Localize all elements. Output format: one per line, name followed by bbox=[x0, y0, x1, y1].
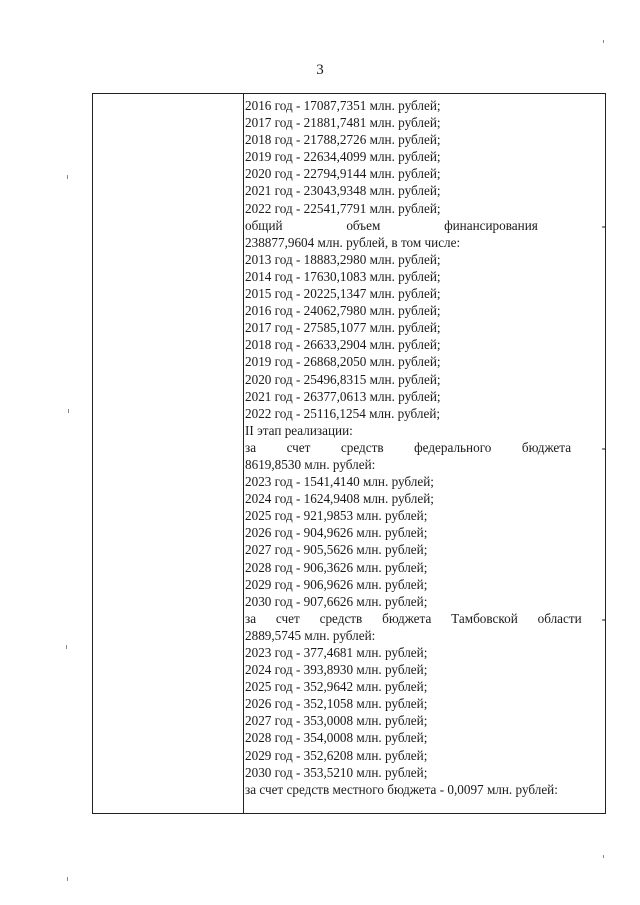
text-line: 2024 год - 393,8930 млн. рублей; bbox=[245, 662, 428, 678]
text-word: федерального bbox=[414, 439, 492, 455]
text-line: 2027 год - 905,5626 млн. рублей; bbox=[245, 542, 428, 558]
page-number: 3 bbox=[316, 62, 324, 78]
text-word: счет bbox=[275, 610, 300, 626]
text-line: 2016 год - 24062,7980 млн. рублей; bbox=[245, 303, 441, 319]
text-word: финансирования bbox=[444, 217, 538, 233]
text-line: 2019 год - 22634,4099 млн. рублей; bbox=[245, 149, 441, 165]
text-line: 2029 год - 906,9626 млн. рублей; bbox=[245, 576, 428, 592]
text-line: 2017 год - 21881,7481 млн. рублей; bbox=[245, 115, 441, 131]
text-line: 2024 год - 1624,9408 млн. рублей; bbox=[245, 491, 434, 507]
text-line: 2026 год - 904,9626 млн. рублей; bbox=[245, 525, 428, 541]
text-line-justified bbox=[245, 217, 606, 234]
text-word: области bbox=[537, 610, 582, 626]
text-line: 2022 год - 22541,7791 млн. рублей; bbox=[245, 200, 441, 216]
text-line: 2025 год - 352,9642 млн. рублей; bbox=[245, 679, 428, 695]
text-line: 2029 год - 352,6208 млн. рублей; bbox=[245, 747, 428, 763]
text-line: 2025 год - 921,9853 млн. рублей; bbox=[245, 508, 428, 524]
text-line: 2013 год - 18883,2980 млн. рублей; bbox=[245, 251, 441, 267]
text-line: 2028 год - 906,3626 млн. рублей; bbox=[245, 559, 428, 575]
column-divider bbox=[243, 94, 244, 813]
document-table bbox=[92, 93, 606, 814]
text-line: 2022 год - 25116,1254 млн. рублей; bbox=[245, 405, 441, 421]
text-line: 2016 год - 17087,7351 млн. рублей; bbox=[245, 98, 441, 113]
text-line: 2028 год - 354,0008 млн. рублей; bbox=[245, 730, 428, 746]
text-line: 2027 год - 353,0008 млн. рублей; bbox=[245, 713, 428, 729]
text-line: 2014 год - 17630,1083 млн. рублей; bbox=[245, 268, 441, 284]
text-word: за bbox=[245, 439, 257, 455]
text-line: 2020 год - 25496,8315 млн. рублей; bbox=[245, 371, 441, 387]
text-line: 2023 год - 1541,4140 млн. рублей; bbox=[245, 474, 434, 490]
text-line: 2019 год - 26868,2050 млн. рублей; bbox=[245, 354, 441, 370]
text-line: 2030 год - 907,6626 млн. рублей; bbox=[245, 593, 428, 609]
text-word: средств bbox=[340, 439, 384, 455]
text-line: 8619,8530 млн. рублей: bbox=[245, 456, 376, 472]
text-line: 2015 год - 20225,1347 млн. рублей; bbox=[245, 286, 441, 302]
text-word: за bbox=[245, 610, 257, 626]
scan-speck bbox=[603, 40, 604, 43]
funding-details-cell bbox=[245, 97, 606, 798]
text-line: 2889,5745 млн. рублей: bbox=[245, 627, 376, 643]
text-line: 2021 год - 26377,0613 млн. рублей; bbox=[245, 388, 441, 404]
text-word: средств bbox=[319, 610, 363, 626]
text-word: бюджета bbox=[382, 610, 432, 626]
text-word: бюджета bbox=[521, 439, 572, 455]
text-line: за счет средств местного бюджета - 0,0097 млн. рублей: bbox=[245, 781, 558, 797]
scan-speck bbox=[603, 855, 604, 858]
scan-speck bbox=[67, 877, 68, 881]
scan-speck bbox=[67, 175, 68, 179]
scan-speck bbox=[68, 409, 69, 413]
text-word: общий bbox=[245, 217, 283, 233]
text-word: Тамбовской bbox=[451, 610, 518, 626]
text-line: 2017 год - 27585,1077 млн. рублей; bbox=[245, 320, 441, 336]
text-word: счет bbox=[286, 439, 311, 455]
text-word: - bbox=[601, 217, 606, 233]
text-word: - bbox=[601, 439, 606, 455]
text-line: 2020 год - 22794,9144 млн. рублей; bbox=[245, 166, 441, 182]
text-line: 2021 год - 23043,9348 млн. рублей; bbox=[245, 183, 441, 199]
text-word: - bbox=[601, 610, 606, 626]
text-line-justified bbox=[245, 610, 606, 627]
text-line: II этап реализации: bbox=[245, 422, 353, 438]
text-line: 2018 год - 21788,2726 млн. рублей; bbox=[245, 132, 441, 148]
text-line: 2030 год - 353,5210 млн. рублей; bbox=[245, 764, 428, 780]
text-line: 238877,9604 млн. рублей, в том числе: bbox=[245, 234, 461, 250]
text-line: 2026 год - 352,1058 млн. рублей; bbox=[245, 696, 428, 712]
scan-speck bbox=[66, 645, 67, 649]
text-word: объем bbox=[346, 217, 381, 233]
text-line-justified bbox=[245, 439, 606, 456]
text-line: 2023 год - 377,4681 млн. рублей; bbox=[245, 645, 428, 660]
text-line: 2018 год - 26633,2904 млн. рублей; bbox=[245, 337, 441, 353]
